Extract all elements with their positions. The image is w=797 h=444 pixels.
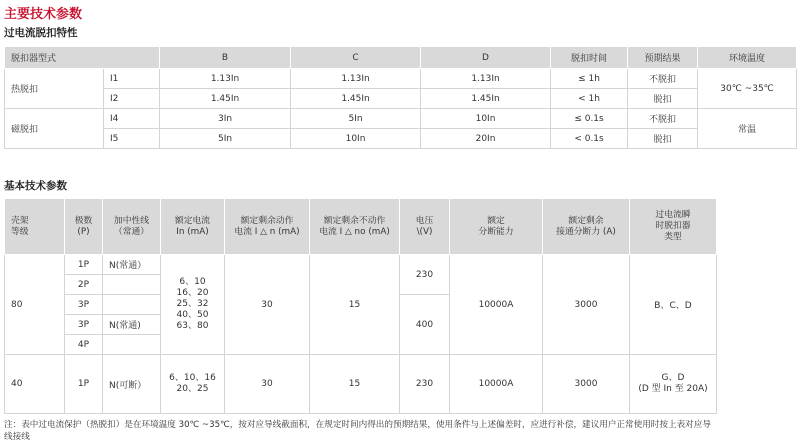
page-title: 主要技术参数 <box>4 7 83 22</box>
cell-b: 3In <box>160 109 291 129</box>
header-breaking: 额定 分断能力 <box>450 199 543 255</box>
table-header-row <box>5 47 797 69</box>
header-neutral: 加中性线 （常通） <box>103 199 161 255</box>
basic-params-table <box>4 198 717 414</box>
cell-neutral: N(常通) <box>103 315 161 335</box>
table-header-row <box>5 199 717 255</box>
cell-breaking: 10000A <box>450 355 543 414</box>
row-code: I2 <box>104 89 160 109</box>
cell-instant-trip: B、C、D <box>630 255 717 355</box>
header-residual-make: 额定剩余 接通分断力 (A) <box>543 199 630 255</box>
cell-c: 1.45In <box>291 89 421 109</box>
cell-rated-current: 6、10、16 20、25 <box>161 355 225 414</box>
cell-poles: 2P <box>65 275 103 295</box>
cell-d: 10In <box>421 109 551 129</box>
cell-result: 脱扣 <box>628 89 698 109</box>
cell-time: ≤ 1h <box>551 69 628 89</box>
cell-temp-magnetic: 常温 <box>698 109 797 149</box>
cell-time: < 0.1s <box>551 129 628 149</box>
header-frame: 壳架 等级 <box>5 199 65 255</box>
cell-rated-current: 6、10 16、20 25、32 40、50 63、80 <box>161 255 225 355</box>
header-expected-result: 预期结果 <box>628 47 698 69</box>
table-row <box>5 129 797 149</box>
cell-poles: 4P <box>65 335 103 355</box>
header-voltage: 电压 \(V) <box>400 199 450 255</box>
header-residual-non-op: 额定剩余不动作 电流 I △ no (mA) <box>310 199 400 255</box>
section-heading-trip-characteristics: 过电流脱扣特性 <box>4 27 78 39</box>
header-trip-time: 脱扣时间 <box>551 47 628 69</box>
row-code: I1 <box>104 69 160 89</box>
section-heading-basic-params: 基本技术参数 <box>4 180 67 192</box>
cell-poles: 1P <box>65 355 103 414</box>
footnote: 注：表中过电流保护（热脱扣）是在环境温度 30℃ ~35℃，按对应导线截面积，在规定时间内得出的预期结果，使用条件与上述偏差时，应进行补偿，建议用户正常使用时按上表对应导线接线 <box>4 420 711 442</box>
cell-time: < 1h <box>551 89 628 109</box>
cell-breaking: 10000A <box>450 255 543 355</box>
cell-d: 1.45In <box>421 89 551 109</box>
cell-residual-make: 3000 <box>543 255 630 355</box>
cell-c: 1.13In <box>291 69 421 89</box>
cell-time: ≤ 0.1s <box>551 109 628 129</box>
table-row <box>5 69 797 89</box>
header-rated-current: 额定电流 In (mA) <box>161 199 225 255</box>
cell-frame: 80 <box>5 255 65 355</box>
cell-result: 脱扣 <box>628 129 698 149</box>
cell-residual-op: 30 <box>225 255 310 355</box>
cell-residual-non-op: 15 <box>310 255 400 355</box>
cell-poles: 3P <box>65 315 103 335</box>
cell-residual-op: 30 <box>225 355 310 414</box>
header-d: D <box>421 47 551 69</box>
cell-b: 1.13In <box>160 69 291 89</box>
cell-neutral: N(可断） <box>103 355 161 414</box>
magnetic-trip-label: 磁脱扣 <box>5 109 104 149</box>
cell-d: 20In <box>421 129 551 149</box>
table-row <box>5 355 717 414</box>
cell-neutral <box>103 275 161 295</box>
trip-characteristics-table <box>4 46 797 149</box>
cell-neutral: N(常通） <box>103 255 161 275</box>
cell-voltage: 230 <box>400 255 450 295</box>
header-b: B <box>160 47 291 69</box>
cell-result: 不脱扣 <box>628 69 698 89</box>
header-poles: 极数 (P) <box>65 199 103 255</box>
table-row <box>5 89 797 109</box>
header-instant-trip: 过电流瞬 时脱扣器 类型 <box>630 199 717 255</box>
cell-b: 1.45In <box>160 89 291 109</box>
cell-voltage: 230 <box>400 355 450 414</box>
cell-neutral <box>103 335 161 355</box>
header-c: C <box>291 47 421 69</box>
header-trip-type: 脱扣器型式 <box>5 47 160 69</box>
cell-neutral <box>103 295 161 315</box>
cell-c: 5In <box>291 109 421 129</box>
cell-instant-trip: G、D (D 型 In 至 20A) <box>630 355 717 414</box>
cell-poles: 1P <box>65 255 103 275</box>
cell-poles: 3P <box>65 295 103 315</box>
header-ambient-temp: 环境温度 <box>698 47 797 69</box>
header-residual-op: 额定剩余动作 电流 I △ n (mA) <box>225 199 310 255</box>
cell-residual-non-op: 15 <box>310 355 400 414</box>
cell-b: 5In <box>160 129 291 149</box>
cell-result: 不脱扣 <box>628 109 698 129</box>
cell-residual-make: 3000 <box>543 355 630 414</box>
cell-d: 1.13In <box>421 69 551 89</box>
cell-frame: 40 <box>5 355 65 414</box>
thermal-trip-label: 热脱扣 <box>5 69 104 109</box>
table-row <box>5 255 717 275</box>
cell-c: 10In <box>291 129 421 149</box>
cell-temp-thermal: 30℃ ~35℃ <box>698 69 797 109</box>
row-code: I4 <box>104 109 160 129</box>
cell-voltage: 400 <box>400 295 450 355</box>
table-row <box>5 109 797 129</box>
row-code: I5 <box>104 129 160 149</box>
